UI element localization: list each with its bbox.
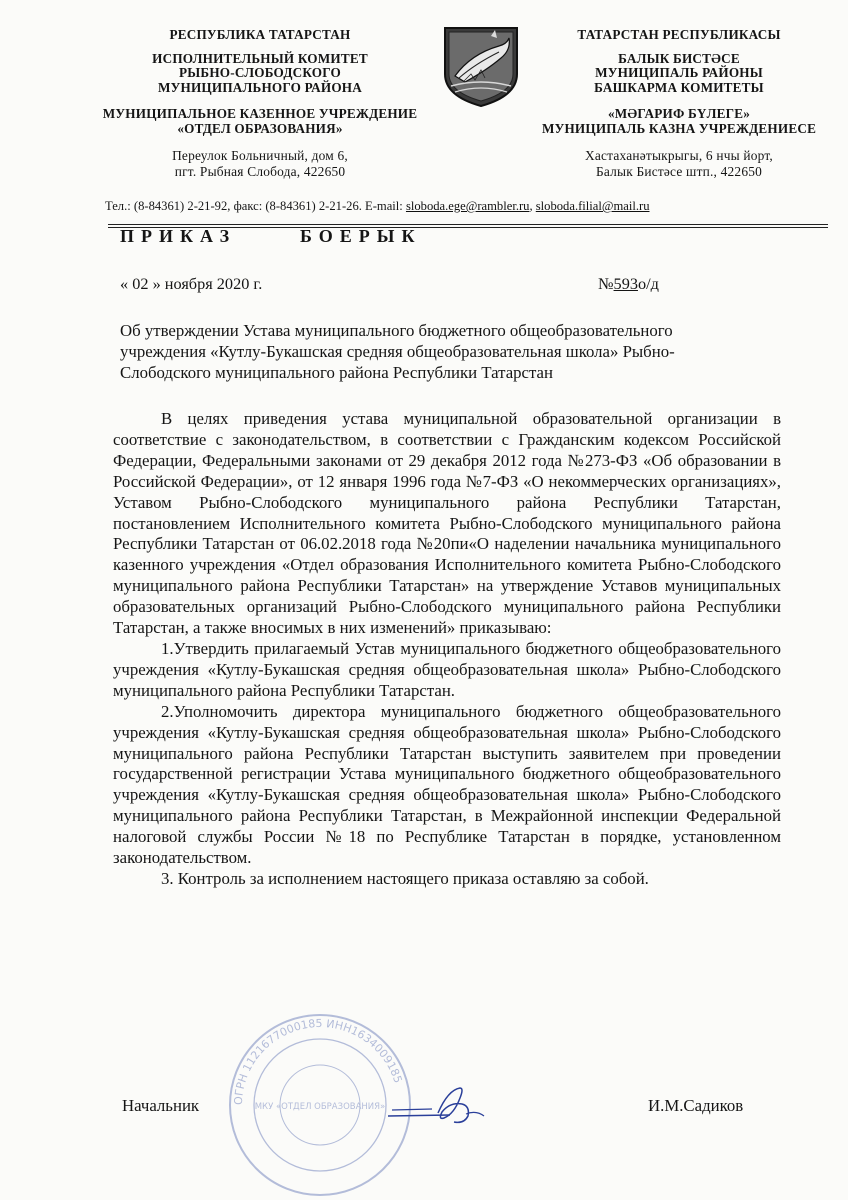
institution-tt-line-1: «МӘГАРИФ БҮЛЕГЕ» <box>607 106 751 121</box>
order-number-suffix: о/д <box>637 274 659 293</box>
order-number-value: 593 <box>613 274 638 293</box>
committee-ru-line-3: МУНИЦИПАЛЬНОГО РАЙОНА <box>157 79 362 95</box>
order-item-1: 1.Утвердить прилагаемый Устав муниципального бюджетного общеобразовательного учреждения «Кутлу-Букашская средняя общеобразовательная школа» Рыбно-Слободского муниципального района Республики Татарстан. <box>113 638 781 700</box>
order-number-prefix: № <box>598 274 614 293</box>
committee-tt-line-2: МУНИЦИПАЛЬ РАЙОНЫ <box>595 65 763 80</box>
committee-ru-line-2: РЫБНО-СЛОБОДСКОГО <box>179 65 341 80</box>
order-title-ru: ПРИКАЗ <box>120 226 237 246</box>
committee-tt-line-1: БАЛЫК БИСТӘСЕ <box>618 50 740 66</box>
header-left <box>90 28 430 180</box>
email-link-2[interactable]: sloboda.filial@mail.ru <box>535 199 650 213</box>
stamp-ring-text: ОГРН 1121677000185 ИНН1634009185 <box>231 1016 405 1106</box>
order-item-3: 3. Контроль за исполнением настоящего приказа оставляю за собой. <box>161 868 649 888</box>
order-number <box>598 274 659 294</box>
stamp-center-text: МКУ «ОТДЕЛ ОБРАЗОВАНИЯ» <box>254 1102 386 1112</box>
address-ru-line-1: Переулок Больничный, дом 6, <box>172 148 348 163</box>
contacts-separator: , <box>529 199 536 213</box>
subject-line-2: учреждения «Кутлу-Букашская средняя общеобразовательная школа» Рыбно- <box>120 342 675 361</box>
header-divider-thick <box>108 224 828 225</box>
order-item-2: 2.Уполномочить директора муниципального бюджетного общеобразовательного учреждения «Кутлу-Букашская средняя общеобразовательная школа» Рыбно-Слободского муниципального района Республики Татарстан выступить заявителем при проведении государственной регистрации Устава муниципального бюджетного общеобразовательного учреждения «Кутлу-Букашская средняя общеобразовательная школа» Рыбно-Слободского муниципального района Республики Татарстан, в Межрайонной инспекции Федеральной налоговой службы России №18 по Республике Татарстан в порядке, установленном законодательством. <box>113 701 781 868</box>
committee-ru-line-1: ИСПОЛНИТЕЛЬНЫЙ КОМИТЕТ <box>152 50 368 66</box>
preamble-paragraph: В целях приведения устава муниципальной образовательной организации в соответствие с законодательством, в соответствии с Гражданским кодексом Российской Федерации, Федеральными законами от 29 декабря 2012 года №273-ФЗ «Об образовании в Российской Федерации», от 12 января 1996 года №7-ФЗ «О некоммерческих организациях», Уставом Рыбно-Слободского муниципального района Республики Татарстан, постановлением Исполнительного комитета Рыбно-Слободского муниципального района Республики Татарстан от 06.02.2018 года №20пи«О наделении начальника муниципального казенного учреждения «Отдел образования Исполнительного комитета Рыбно-Слободского муниципального района Республики Татарстан» на утверждение Уставов муниципальных образовательных организаций Рыбно-Слободского муниципального района Республики Татарстан, а также вносимых в них изменений» приказываю: <box>113 409 781 638</box>
address-tt-line-2: Балык Бистәсе штп., 422650 <box>595 164 763 179</box>
republic-tt: ТАТАРСТАН РЕСПУБЛИКАСЫ <box>577 27 781 42</box>
coat-of-arms-icon <box>441 24 521 108</box>
institution-ru-line-1: МУНИЦИПАЛЬНОЕ КАЗЕННОЕ УЧРЕЖДЕНИЕ <box>102 106 418 121</box>
header-right <box>520 28 838 180</box>
order-subject <box>120 320 785 383</box>
address-tt-line-1: Хастаханәтыкрыгы, 6 нчы йорт, <box>585 148 773 163</box>
contacts-text: Тел.: (8-84361) 2-21-92, факс: (8-84361) 2-21-26. E-mail: <box>105 199 406 213</box>
order-body <box>113 409 781 890</box>
republic-ru: РЕСПУБЛИКА ТАТАРСТАН <box>169 27 351 42</box>
order-date: « 02 » ноября 2020 г. <box>120 274 263 293</box>
contacts-line <box>105 199 805 214</box>
handwritten-signature <box>380 1080 500 1130</box>
order-title-tt: БОЕРЫК <box>300 226 422 246</box>
committee-tt-line-3: БАШКАРМА КОМИТЕТЫ <box>594 79 764 95</box>
institution-ru-line-2: «ОТДЕЛ ОБРАЗОВАНИЯ» <box>177 120 343 136</box>
signatory-position: Начальник <box>122 1096 200 1115</box>
subject-line-3: Слободского муниципального района Республики Татарстан <box>120 363 553 382</box>
subject-line-1: Об утверждении Устава муниципального бюджетного общеобразовательного <box>120 321 673 340</box>
institution-tt-line-2: МУНИЦИПАЛЬ КАЗНА УЧРЕЖДЕНИЕСЕ <box>541 120 817 136</box>
email-link-1[interactable]: sloboda.ege@rambler.ru <box>405 199 530 213</box>
address-ru-line-2: пгт. Рыбная Слобода, 422650 <box>174 164 346 179</box>
signatory-name: И.М.Садиков <box>648 1096 744 1115</box>
